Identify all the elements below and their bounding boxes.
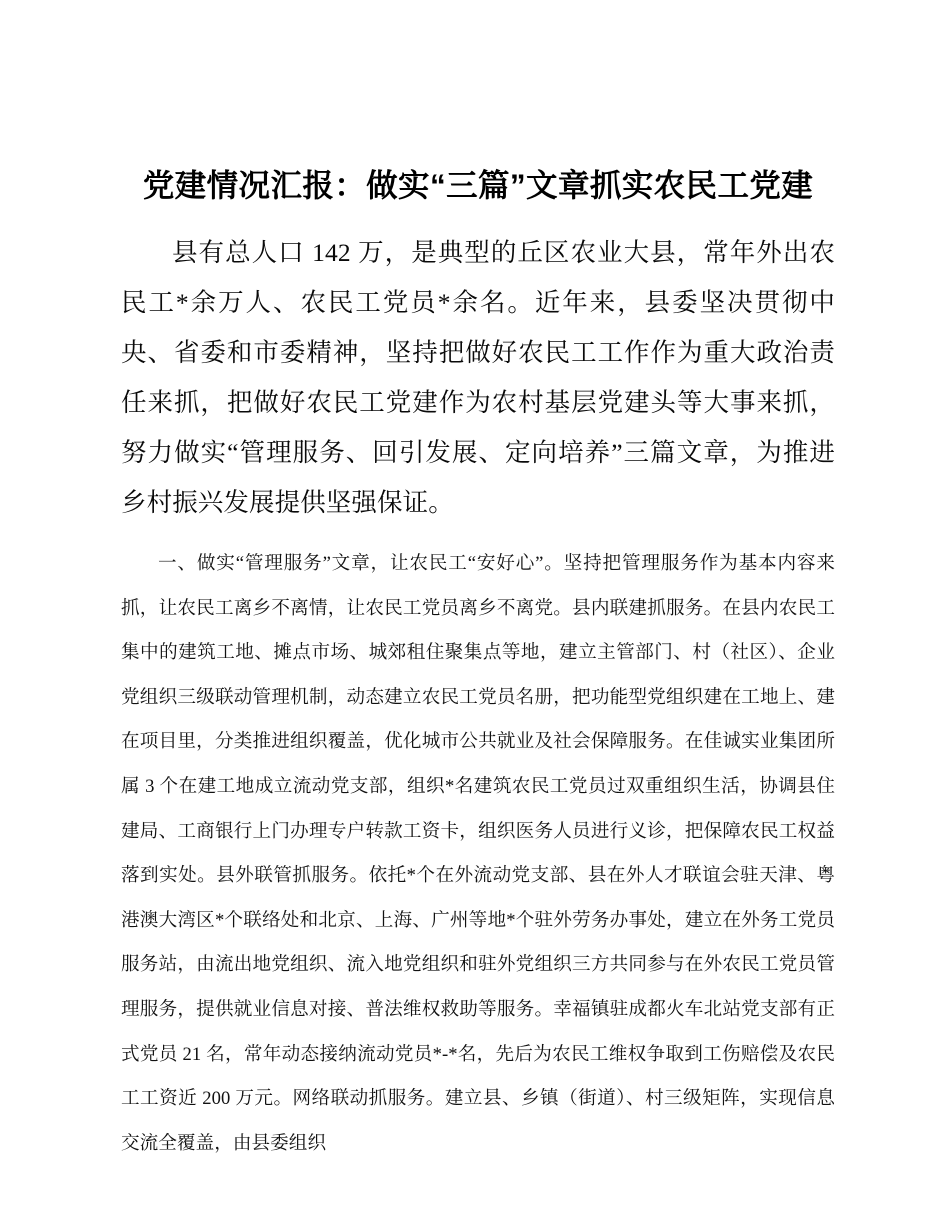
lead-paragraph: 县有总人口 142 万，是典型的丘区农业大县，常年外出农民工*余万人、农民工党员*余名。近年来，县委坚决贯彻中央、省委和市委精神，坚持把做好农民工工作作为重大政治责任来抓，把做好农民工党建作为农村基层党建头等大事来抓，努力做实“管理服务、回引发展、定向培养”三篇文章，为推进乡村振兴发展提供坚强保证。	[121, 238, 835, 517]
document-content-column	[121, 0, 835, 1166]
body-paragraph-section-one: 一、做实“管理服务”文章，让农民工“安好心”。坚持把管理服务作为基本内容来抓，让农民工离乡不离情，让农民工党员离乡不离党。县内联建抓服务。在县内农民工集中的建筑工地、摊点市场、城郊租住聚集点等地，建立主管部门、村（社区）、企业党组织三级联动管理机制，动态建立农民工党员名册，把功能型党组织建在工地上、建在项目里，分类推进组织覆盖，优化城市公共就业及社会保障服务。在佳诚实业集团所属 3 个在建工地成立流动党支部，组织*名建筑农民工党员过双重组织生活，协调县住建局、工商银行上门办理专户转款工资卡，组织医务人员进行义诊，把保障农民工权益落到实处。县外联管抓服务。依托*个在外流动党支部、县在外人才联谊会驻天津、粤港澳大湾区*个联络处和北京、上海、广州等地*个驻外劳务办事处，建立在外务工党员服务站，由流出地党组织、流入地党组织和驻外党组织三方共同参与在外农民工党员管理服务，提供就业信息对接、普法维权救助等服务。幸福镇驻成都火车北站党支部有正式党员 21 名，常年动态接纳流动党员*-*名，先后为农民工维权争取到工伤赔偿及农民工工资近 200 万元。网络联动抓服务。建立县、乡镇（街道）、村三级矩阵，实现信息交流全覆盖，由县委组织	[121, 553, 835, 1154]
document-title: 党建情况汇报：做实“三篇”文章抓实农民工党建	[142, 167, 814, 203]
